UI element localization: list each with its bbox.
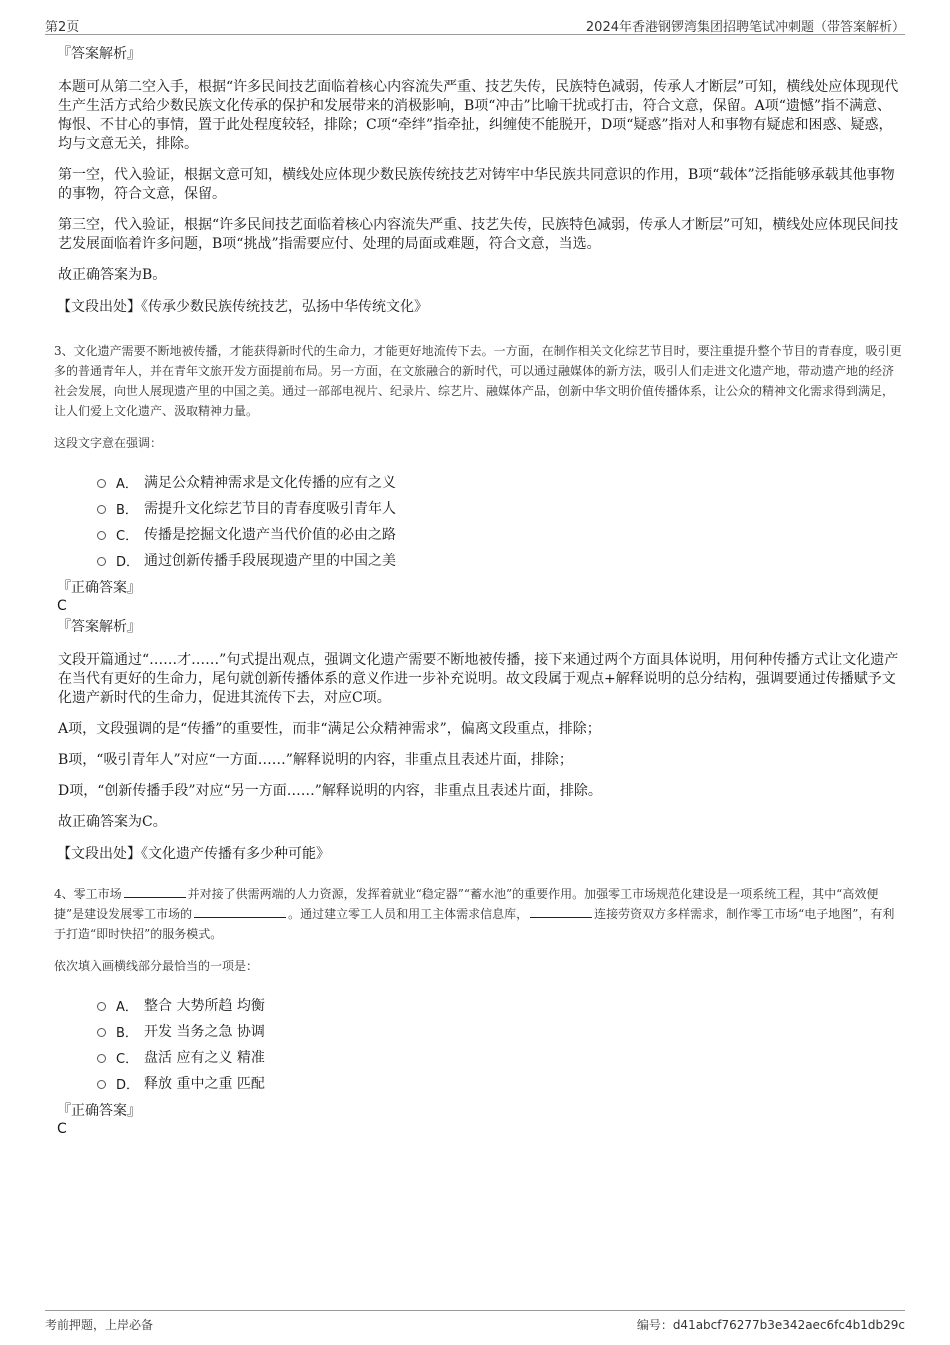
option-key: D．	[116, 1077, 140, 1093]
analysis-paragraph: 第一空，代入验证，根据文意可知，横线处应体现少数民族传统技艺对铸牢中华民族共同意识的作用，B项“载体”泛指能够承载其他事物的事物，符合文意，保留。	[58, 167, 895, 202]
question-3-text: 3、文化遗产需要不断地被传播，才能获得新时代的生命力，才能更好地流传下去。一方面，在制作相关文化综艺节目时，要注重提升整个节目的青春度，吸引更多的普通青年人，并在青年文旅开发方面提前布局。另一方面，在文旅融合的新时代，可以通过融媒体的新方法，吸引人们走进文化遗产地，带动遗产地的经济社会发展，向世人展现遗产里的中国之美。通过一部部电视片、纪录片、综艺片、融媒体产品，创新中华文明价值传播体系，让公众的精神文化需求得到满足，让人们爱上文化遗产、汲取精神力量。	[54, 344, 902, 418]
option-key: B．	[116, 502, 138, 518]
option-key: D．	[116, 554, 140, 570]
page-content	[54, 44, 905, 1138]
document-title: 2024年香港钢锣湾集团招聘笔试冲刺题（带答案解析）	[585, 20, 905, 35]
fill-blank-2	[194, 905, 286, 918]
analysis-label: 『答案解析』	[57, 46, 141, 62]
option-text: 整合 大势所趋 均衡	[144, 998, 265, 1014]
radio-icon[interactable]	[97, 505, 106, 514]
correct-answer-label: 『正确答案』	[57, 580, 141, 596]
analysis-paragraph: 本题可从第二空入手，根据“许多民间技艺面临着核心内容流失严重、技艺失传，民族特色减弱，传承人才断层”可知，横线处应体现现代生产生活方式给少数民族文化传承的保护和发展带来的消极影响，B项“冲击”比喻干扰或打击，符合文意，保留。A项“遗憾”指不满意、悔恨、不甘心的事情，置于此处程度较轻，排除；C项“牵绊”指牵扯，纠缠使不能脱开，D项“疑惑”指对人和事物有疑虑和困惑、疑惑，均与文意无关，排除。	[58, 79, 899, 152]
option-text: 满足公众精神需求是文化传播的应有之义	[144, 475, 396, 491]
option-b[interactable]	[97, 495, 905, 521]
option-c[interactable]	[97, 1044, 905, 1070]
analysis-paragraph: 故正确答案为B。	[58, 267, 167, 283]
option-d[interactable]	[97, 547, 905, 573]
fill-blank-1	[124, 885, 186, 898]
option-a[interactable]	[97, 469, 905, 495]
radio-icon[interactable]	[97, 1080, 106, 1089]
question-4-prompt: 依次填入画横线部分最恰当的一项是：	[54, 959, 259, 973]
radio-icon[interactable]	[97, 1028, 106, 1037]
analysis-paragraph: B项，“吸引青年人”对应“一方面……”解释说明的内容，非重点且表述片面，排除；	[58, 752, 573, 768]
option-text: 释放 重中之重 匹配	[144, 1076, 265, 1092]
analysis-paragraph: A项，文段强调的是“传播”的重要性，而非“满足公众精神需求”，偏离文段重点，排除；	[58, 721, 601, 737]
option-a[interactable]	[97, 992, 905, 1018]
option-c[interactable]	[97, 521, 905, 547]
page-number: 第2页	[45, 20, 80, 35]
passage-source: 【文段出处】《文化遗产传播有多少种可能》	[57, 846, 330, 862]
question-4-options	[97, 992, 905, 1096]
question-3-prompt: 这段文字意在强调：	[54, 436, 163, 450]
radio-icon[interactable]	[97, 1002, 106, 1011]
radio-icon[interactable]	[97, 479, 106, 488]
option-key: A．	[116, 476, 138, 492]
analysis-paragraph: 第三空，代入验证，根据“许多民间技艺面临着核心内容流失严重、技艺失传，民族特色减弱，传承人才断层”可知，横线处应体现民间技艺发展面临着许多问题，B项“挑战”指需要应付、处理的局面或难题，符合文意，当选。	[58, 217, 899, 252]
option-text: 需提升文化综艺节目的青春度吸引青年人	[144, 501, 396, 517]
question-4-text-part: 。通过建立零工人员和用工主体需求信息库，	[288, 907, 529, 921]
analysis-paragraph: 故正确答案为C。	[58, 814, 167, 830]
question-4-text-part: 4、零工市场	[54, 887, 122, 901]
question-4-text-part: 连接劳资双方多样需求，制作零工市场“电子地图”，有利于打造“即时快招”的服务模式。	[54, 907, 895, 941]
question-3-options	[97, 469, 905, 573]
option-b[interactable]	[97, 1018, 905, 1044]
footer-slogan: 考前押题，上岸必备	[45, 1318, 154, 1332]
analysis-paragraph: D项，“创新传播手段”对应“另一方面……”解释说明的内容，非重点且表述片面，排除。	[58, 783, 602, 799]
correct-answer-label: 『正确答案』	[57, 1103, 141, 1119]
fill-blank-3	[530, 905, 592, 918]
radio-icon[interactable]	[97, 557, 106, 566]
option-key: C．	[116, 1051, 139, 1067]
option-key: B．	[116, 1025, 138, 1041]
page-footer	[45, 1310, 905, 1337]
passage-source: 【文段出处】《传承少数民族传统技艺，弘扬中华传统文化》	[57, 299, 428, 315]
analysis-paragraph: 文段开篇通过“……才……”句式提出观点，强调文化遗产需要不断地被传播，接下来通过两个方面具体说明，用何种传播方式让文化遗产在当代有更好的生命力，尾句就创新传播体系的意义作进一步补充说明。故文段属于观点+解释说明的总分结构，强调要通过传播赋予文化遗产新时代的生命力，促进其流传下去，对应C项。	[58, 652, 899, 706]
option-d[interactable]	[97, 1070, 905, 1096]
radio-icon[interactable]	[97, 1054, 106, 1063]
option-text: 传播是挖掘文化遗产当代价值的必由之路	[144, 527, 396, 543]
question-4-text-part: 并对接了供需两端的人力资源，发挥着就业“稳定器”“蓄水池”的重要作用。加强零工市场规范化建设是一项系统工程，其中“高效便捷”是建设发展零工市场的	[54, 887, 879, 921]
option-text: 盘活 应有之义 精准	[144, 1050, 265, 1066]
question-4-text	[54, 884, 905, 944]
correct-answer-value: C	[57, 598, 67, 614]
page-header	[45, 14, 905, 35]
option-key: C．	[116, 528, 139, 544]
document-id: 编号：d41abcf76277b3e342aec6fc4b1db29c	[636, 1318, 905, 1332]
option-text: 通过创新传播手段展现遗产里的中国之美	[144, 553, 396, 569]
option-text: 开发 当务之急 协调	[144, 1024, 265, 1040]
correct-answer-value: C	[57, 1121, 67, 1137]
radio-icon[interactable]	[97, 531, 106, 540]
analysis-label: 『答案解析』	[57, 619, 141, 635]
option-key: A．	[116, 999, 138, 1015]
